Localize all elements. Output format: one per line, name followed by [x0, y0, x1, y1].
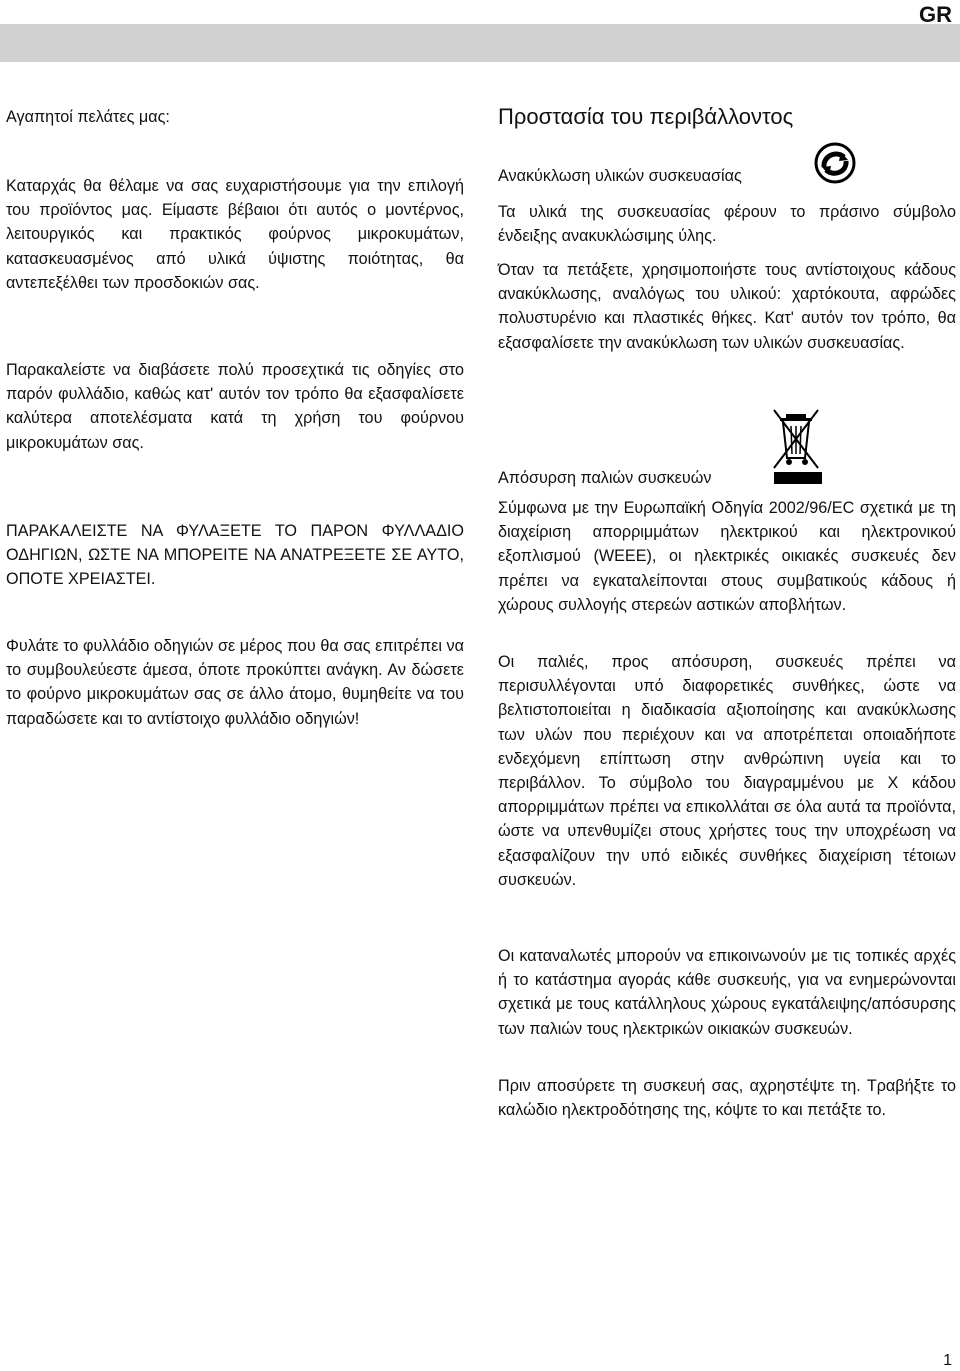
page-number: 1 — [943, 1352, 952, 1369]
header-band — [0, 24, 960, 62]
recycle-icon — [814, 142, 856, 184]
store-manual-paragraph — [6, 634, 464, 731]
language-code: GR — [919, 2, 952, 27]
packaging-symbol-paragraph: Τα υλικά της συσκευασίας φέρουν το πράσινο σύμβολο ένδειξης ανακυκλώσιμης ύλης. — [498, 203, 956, 246]
intro-paragraph: Καταρχάς θα θέλαμε να σας ευχαριστήσουμε για την επιλογή του προϊόντος μας. Είμαστε βέβαιοι ότι αυτός ο μοντέρνος, λειτουργικός και πρακτικός φούρνος μικροκυμάτων, κατασκευασμένος από υλικά ύψιστης ποιότητας, θα αντεπεξέλθει των προσδοκιών σας. — [6, 177, 464, 292]
consumer-info-paragraph: Οι καταναλωτές μπορούν να επικοινωνούν με τις τοπικές αρχές ή το κατάστημα αγοράς κάθε συσκευής, για να ενημερώνονται σχετικά με τους κατάλληλους χώρους εγκατάλειψης/απόσυρσης των παλιών τους ηλεκτρικών οικιακών συσκευών. — [498, 947, 956, 1038]
crossed-bin-icon — [770, 406, 822, 486]
disable-appliance-paragraph: Πριν αποσύρετε τη συσκευή σας, αχρηστέψτε τη. Τραβήξτε το καλώδιο ηλεκτροδότησης της, κόψτε το και πετάξτε το. — [498, 1077, 956, 1120]
read-instructions-paragraph: Παρακαλείστε να διαβάσετε πολύ προσεχτικά τις οδηγίες στο παρόν φυλλάδιο, καθώς κατ' αυτόν τον τρόπο θα εξασφαλίσετε καλύτερα αποτελέσματα κατά τη χρήση του φούρνου μικροκυμάτων σας. — [6, 361, 464, 452]
keep-manual-notice: ΠΑΡΑΚΑΛΕΙΣΤΕ ΝΑ ΦΥΛΑΞΕΤΕ ΤΟ ΠΑΡΟΝ ΦΥΛΛΑΔΙΟ ΟΔΗΓΙΩΝ, ΩΣΤΕ ΝΑ ΜΠΟΡΕΙΤΕ ΝΑ ΑΝΑΤΡΕΞΕΤΕ ΣΕ ΑΥΤΟ, ΟΠΟΤΕ ΧΡΕΙΑΣΤΕΙ. — [6, 522, 464, 589]
header-bar — [0, 0, 960, 62]
store-manual-text: Φυλάτε το φυλλάδιο οδηγιών σε μέρος που θα σας επιτρέπει να το συμβουλεύεστε άμεσα, όποτε προκύπτει ανάγκη. Αν δώσετε το φούρνο μικροκυμάτων σας σε άλλο άτομο, θυμηθείτε να του παραδώσετε και το αντίστοιχο φυλλάδιο οδηγιών! — [6, 637, 464, 728]
disposal-paragraph: Όταν τα πετάξετε, χρησιμοποιήστε τους αντίστοιχους κάδους ανακύκλωσης, αναλόγως του υλικού: χαρτόκουτα, αφρώδες πολυστυρένιο και πλαστικές θήκες. Κατ' αυτόν τον τρόπο, θα εξασφαλίσετε την ανακύκλωση των υλικών συσκευασίας. — [498, 261, 956, 352]
greeting: Αγαπητοί πελάτες μας: — [6, 108, 170, 126]
section-title: Προστασία του περιβάλλοντος — [498, 104, 794, 129]
weee-directive-paragraph: Σύμφωνα με την Ευρωπαϊκή Οδηγία 2002/96/EC σχετικά με τη διαχείριση απορριμμάτων ηλεκτρικού και ηλεκτρονικού εξοπλισμού (WEEE), οι ηλεκτρικές οικιακές συσκευές δεν πρέπει να εγκαταλείπονται στους συμβατικούς κάδους ή χώρους συλλογής στερεών αστικών αποβλήτων. — [498, 499, 956, 614]
old-appliances-subtitle: Απόσυρση παλιών συσκευών — [498, 469, 712, 487]
collection-paragraph: Οι παλιές, προς απόσυρση, συσκευές πρέπει να περισυλλέγονται υπό διαφορετικές συνθήκες, ώστε να βελτιστοποιείται η διαδικασία αξιοποίησης και ανακύκλωσης των υλών που περιέχουν και να αποτρέπεται οποιαδήποτε ενδεχόμενη επίπτωση στην ανθρώπινη υγεία και το περιβάλλον. Το σύμβολο του διαγραμμένου με Χ κάδου απορριμμάτων πρέπει να επικολλάται σε όλα αυτά τα προϊόντα, ώστε να υπενθυμίζει στους χρήστες τους την υποχρέωση να εξασφαλίζουν την υπό ειδικές συνθήκες διαχείριση τέτοιων συσκευών. — [498, 653, 956, 889]
packaging-recycling-subtitle: Ανακύκλωση υλικών συσκευασίας — [498, 167, 742, 185]
